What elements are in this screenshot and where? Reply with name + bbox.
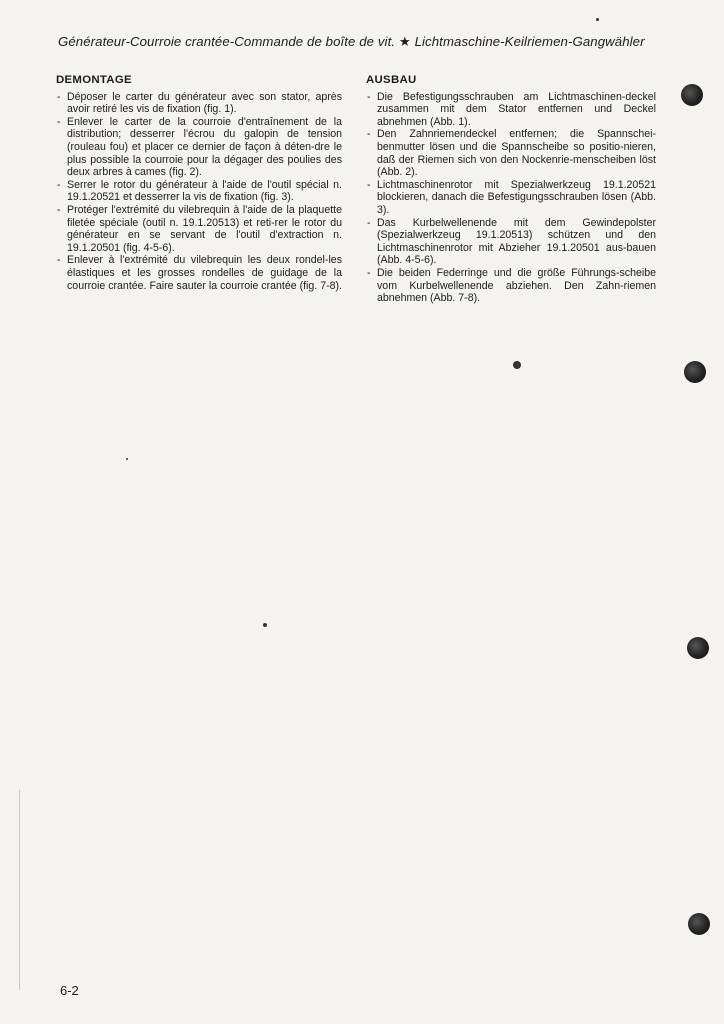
scan-speck bbox=[126, 458, 128, 460]
french-steps bbox=[56, 91, 342, 293]
german-step: - Das Kurbelwellenende mit dem Gewindepolster (Spezialwerkzeug 19.1.20513) schützen und den Lichtmaschinenrotor mit Abzieher 19.1.20501 aus-bauen (Abb. 4-5-6). bbox=[366, 217, 656, 267]
german-step: - Lichtmaschinenrotor mit Spezialwerkzeug 19.1.20521 blockieren, danach die Befestigungsschrauben lösen (Abb. 3). bbox=[366, 179, 656, 217]
punch-hole bbox=[688, 913, 710, 935]
header-star: ★ bbox=[398, 34, 411, 49]
scan-speck bbox=[513, 361, 521, 369]
french-step: - Déposer le carter du générateur avec son stator, après avoir retiré les vis de fixation (fig. 1). bbox=[56, 91, 342, 116]
german-step: - Die Befestigungsschrauben am Lichtmaschinen-deckel zusammen mit dem Stator entfernen und Deckel abnehmen (Abb. 1). bbox=[366, 91, 656, 129]
header-title-de: Lichtmaschine-Keilriemen-Gangwähler bbox=[414, 34, 645, 49]
page-header bbox=[58, 34, 658, 50]
french-step: - Protéger l'extrémité du vilebrequin à l'aide de la plaquette filetée spéciale (outil n. 19.1.20513) et reti-rer le rotor du générateur en se servant de l'outil d'extraction n. 19.1.20501 (fig. 4-5-6). bbox=[56, 204, 342, 254]
header-title-fr: Générateur-Courroie crantée-Commande de boîte de vit. bbox=[58, 34, 396, 49]
french-column bbox=[56, 74, 342, 292]
german-step: - Den Zahnriemendeckel entfernen; die Spannschei-benmutter lösen und die Spannscheibe so positio-nieren, daß der Riemen sich von den Nockenrie-menscheiben löst (Abb. 2). bbox=[366, 128, 656, 178]
scan-speck bbox=[596, 18, 599, 21]
french-step: - Enlever le carter de la courroie d'entraînement de la distribution; desserrer l'écrou du galopin de tension (rouleau fou) et placer ce dernier de façon à déten-dre le plus possible la courroie pour la dégager des poulies des deux arbres à cames (fig. 2). bbox=[56, 116, 342, 179]
german-step: - Die beiden Federringe und die größe Führungs-scheibe vom Kurbelwellenende abziehen. Den Zahn-riemen abnehmen (Abb. 7-8). bbox=[366, 267, 656, 305]
page-number: 6-2 bbox=[60, 983, 79, 998]
german-steps bbox=[366, 91, 656, 305]
scan-speck bbox=[263, 623, 267, 627]
punch-hole bbox=[684, 361, 706, 383]
punch-hole bbox=[681, 84, 703, 106]
german-column bbox=[366, 74, 656, 305]
punch-hole bbox=[687, 637, 709, 659]
french-step: - Serrer le rotor du générateur à l'aide de l'outil spécial n. 19.1.20521 et desserrer la vis de fixation (fig. 3). bbox=[56, 179, 342, 204]
french-step: - Enlever à l'extrémité du vilebrequin les deux rondel-les élastiques et les grosses rondelles de guidage de la courroie crantée. Faire sauter la courroie crantée (fig. 7-8). bbox=[56, 254, 342, 292]
scan-margin-line bbox=[19, 790, 20, 990]
german-heading: AUSBAU bbox=[366, 74, 417, 86]
french-heading: DEMONTAGE bbox=[56, 74, 132, 86]
